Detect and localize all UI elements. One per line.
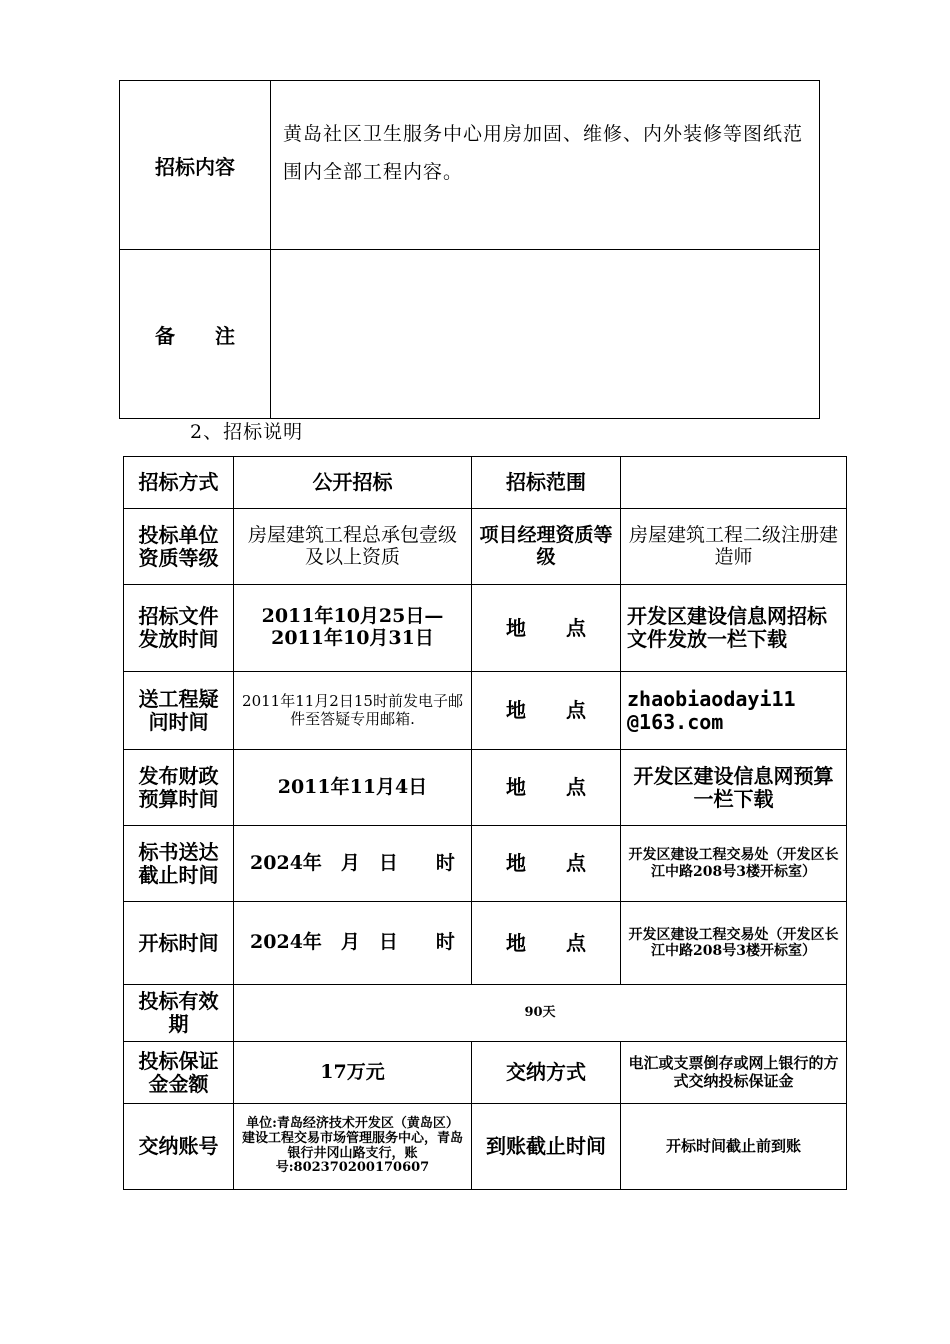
table-row — [124, 585, 847, 672]
value-doc-issue-location: 开发区建设信息网招标文件发放一栏下载 — [621, 585, 847, 672]
table-row — [124, 750, 847, 826]
label-opening-time: 开标时间 — [124, 902, 234, 985]
label-bid-validity: 投标有效期 — [124, 985, 234, 1042]
value-submission-location: 开发区建设工程交易处（开发区长江中路208号3楼开标室） — [621, 826, 847, 902]
label-arrival-deadline: 到账截止时间 — [472, 1104, 621, 1190]
label-bidding-scope: 招标范围 — [472, 457, 621, 509]
table-row — [124, 902, 847, 985]
label-remarks: 备 注 — [120, 250, 271, 419]
table-row — [124, 985, 847, 1042]
value-budget-release-location: 开发区建设信息网预算一栏下载 — [621, 750, 847, 826]
value-bidding-scope — [621, 457, 847, 509]
table-row — [124, 509, 847, 585]
label-doc-issue-time: 招标文件发放时间 — [124, 585, 234, 672]
table-row — [120, 250, 820, 419]
value-question-time: 2011年11月2日15时前发电子邮件至答疑专用邮箱. — [234, 672, 472, 750]
table-row — [124, 457, 847, 509]
value-budget-release-time: 2011年11月4日 — [234, 750, 472, 826]
value-payment-account: 单位:青岛经济技术开发区（黄岛区）建设工程交易市场管理服务中心，青岛银行井冈山路支行，账号:802370200170607 — [234, 1104, 472, 1190]
label-budget-release-time: 发布财政预算时间 — [124, 750, 234, 826]
label-payment-method: 交纳方式 — [472, 1042, 621, 1104]
label-location: 地 点 — [472, 585, 621, 672]
label-bidding-method: 招标方式 — [124, 457, 234, 509]
value-opening-time: 2024年 月 日 时 — [234, 902, 472, 985]
value-bid-validity: 90天 — [234, 985, 847, 1042]
value-pm-qualification: 房屋建筑工程二级注册建造师 — [621, 509, 847, 585]
section-title: 2、招标说明 — [190, 421, 304, 443]
bidding-content-text: 黄岛社区卫生服务中心用房加固、维修、内外装修等图纸范围内全部工程内容。 — [271, 81, 820, 250]
value-doc-issue-time: 2011年10月25日—2011年10月31日 — [234, 585, 472, 672]
table-row — [124, 826, 847, 902]
table-row — [124, 1042, 847, 1104]
value-bidding-method: 公开招标 — [234, 457, 472, 509]
label-location: 地 点 — [472, 750, 621, 826]
value-submission-deadline: 2024年 月 日 时 — [234, 826, 472, 902]
label-pm-qualification: 项目经理资质等级 — [472, 509, 621, 585]
value-bidder-qualification: 房屋建筑工程总承包壹级及以上资质 — [234, 509, 472, 585]
value-payment-method: 电汇或支票倒存或网上银行的方式交纳投标保证金 — [621, 1042, 847, 1104]
table-row — [124, 1104, 847, 1190]
label-bidder-qualification: 投标单位资质等级 — [124, 509, 234, 585]
label-location: 地 点 — [472, 902, 621, 985]
label-location: 地 点 — [472, 672, 621, 750]
value-arrival-deadline: 开标时间截止前到账 — [621, 1104, 847, 1190]
label-location: 地 点 — [472, 826, 621, 902]
bidding-info-table — [123, 456, 847, 1190]
value-opening-location: 开发区建设工程交易处（开发区长江中路208号3楼开标室） — [621, 902, 847, 985]
label-bid-bond-amount: 投标保证金金额 — [124, 1042, 234, 1104]
value-bid-bond-amount: 17万元 — [234, 1042, 472, 1104]
table-row — [120, 81, 820, 250]
label-question-time: 送工程疑问时间 — [124, 672, 234, 750]
label-payment-account: 交纳账号 — [124, 1104, 234, 1190]
label-submission-deadline: 标书送达截止时间 — [124, 826, 234, 902]
table-row — [124, 672, 847, 750]
value-question-email: zhaobiaodayi11 @163.com — [621, 672, 847, 750]
label-bidding-content: 招标内容 — [120, 81, 271, 250]
remarks-text — [271, 250, 820, 419]
project-content-table — [119, 80, 820, 419]
